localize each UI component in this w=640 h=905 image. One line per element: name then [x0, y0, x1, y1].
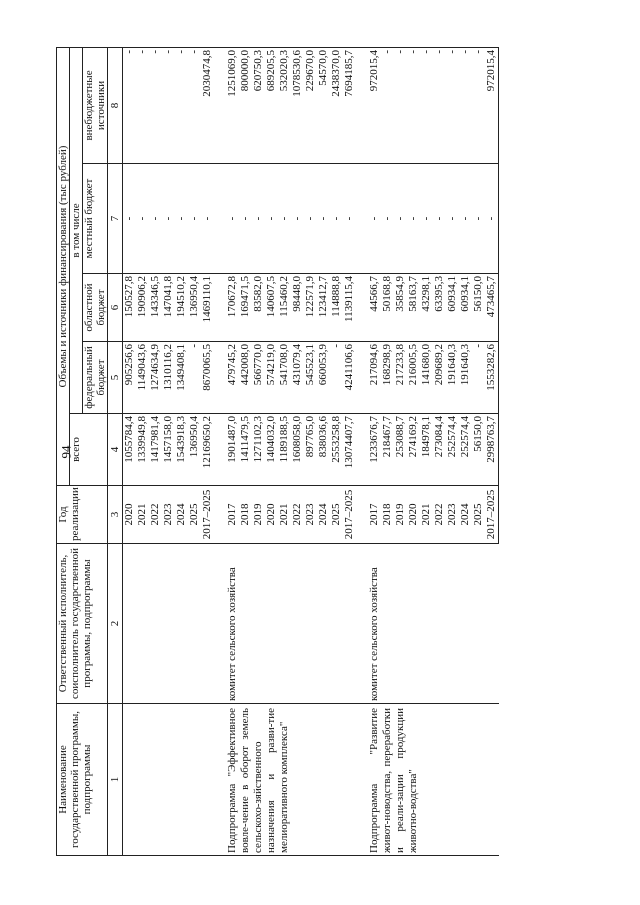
extra-cell: - [446, 47, 459, 163]
table-row [123, 47, 137, 855]
local-cell: - [201, 164, 214, 274]
total-cell: 12169650,2 [201, 414, 214, 486]
local-cell: - [162, 164, 175, 274]
local-cell: - [330, 164, 343, 274]
year-cell: 2017 [214, 486, 239, 544]
regional-cell: 147041,8 [162, 274, 175, 342]
program-name: Подпрограмма "Эффективное вовле-чение в оборот земель сельскохо-зяйственного назначения и разви-тие мелиоративного комплекса" [214, 704, 356, 856]
extra-cell: 229670,0 [304, 47, 317, 163]
table-row [214, 47, 239, 855]
total-cell: 1233676,7 [356, 414, 381, 486]
regional-cell: 170672,8 [214, 274, 239, 342]
federal-cell: 660053,9 [317, 342, 330, 414]
regional-cell: 143346,5 [149, 274, 162, 342]
local-cell: - [446, 164, 459, 274]
year-cell: 2021 [278, 486, 291, 544]
header-extra: внебюджетные источники [83, 47, 108, 163]
total-cell: 184978,1 [420, 414, 433, 486]
regional-cell: 83582,0 [252, 274, 265, 342]
regional-cell: 122571,9 [304, 274, 317, 342]
local-cell: - [149, 164, 162, 274]
extra-cell: - [472, 47, 485, 163]
year-cell: 2025 [330, 486, 343, 544]
total-cell: 1417981,4 [149, 414, 162, 486]
year-cell: 2020 [265, 486, 278, 544]
total-cell: 838036,6 [317, 414, 330, 486]
total-cell: 273084,4 [433, 414, 446, 486]
regional-cell: 169471,5 [239, 274, 252, 342]
total-cell: 253088,7 [394, 414, 407, 486]
total-cell: 252574,4 [459, 414, 472, 486]
local-cell: - [407, 164, 420, 274]
program-executor: комитет сельского хозяйства [214, 544, 356, 704]
extra-cell: - [433, 47, 446, 163]
total-cell: 897765,0 [304, 414, 317, 486]
extra-cell: 800000,0 [239, 47, 252, 163]
year-cell: 2021 [136, 486, 149, 544]
regional-cell: 1139115,4 [343, 274, 356, 342]
regional-cell: 115460,2 [278, 274, 291, 342]
total-cell: 218467,7 [381, 414, 394, 486]
total-cell: 1271102,3 [252, 414, 265, 486]
header-including: в том числе [70, 47, 83, 413]
extra-cell: 972015,4 [485, 47, 499, 163]
extra-cell: - [420, 47, 433, 163]
col-number: 8 [108, 47, 123, 163]
local-cell: - [356, 164, 381, 274]
regional-cell: 44566,7 [356, 274, 381, 342]
year-cell: 2024 [459, 486, 472, 544]
local-cell: - [214, 164, 239, 274]
program-executor [123, 544, 215, 704]
local-cell: - [239, 164, 252, 274]
federal-cell: 191640,3 [459, 342, 472, 414]
regional-cell: 473465,7 [485, 274, 499, 342]
federal-cell: 566770,0 [252, 342, 265, 414]
federal-cell: 1553282,6 [485, 342, 499, 414]
local-cell: - [381, 164, 394, 274]
local-cell: - [136, 164, 149, 274]
local-cell: - [278, 164, 291, 274]
col-number: 7 [108, 164, 123, 274]
federal-cell: 905256,6 [123, 342, 137, 414]
federal-cell: 191640,3 [446, 342, 459, 414]
header-total: всего [70, 414, 108, 486]
regional-cell: 140607,5 [265, 274, 278, 342]
extra-cell: - [381, 47, 394, 163]
total-cell: 13074407,7 [343, 414, 356, 486]
federal-cell: 8670065,5 [201, 342, 214, 414]
total-cell: 1457158,0 [162, 414, 175, 486]
total-cell: 1411479,5 [239, 414, 252, 486]
local-cell: - [265, 164, 278, 274]
total-cell: 1608058,0 [291, 414, 304, 486]
federal-cell: - [330, 342, 343, 414]
federal-cell: 431079,4 [291, 342, 304, 414]
local-cell: - [472, 164, 485, 274]
regional-cell: 60934,1 [446, 274, 459, 342]
col-number: 6 [108, 274, 123, 342]
extra-cell: 1251069,0 [214, 47, 239, 163]
year-cell: 2025 [188, 486, 201, 544]
extra-cell: - [149, 47, 162, 163]
header-local: местный бюджет [83, 164, 108, 274]
federal-cell: 209689,2 [433, 342, 446, 414]
total-cell: 56150,0 [472, 414, 485, 486]
total-cell: 2553258,8 [330, 414, 343, 486]
extra-cell: - [123, 47, 137, 163]
extra-cell: - [394, 47, 407, 163]
col-number: 1 [108, 704, 123, 856]
header-executor: Ответственный исполнитель, соисполнитель государственной программы, подпрограммы [57, 544, 108, 704]
federal-cell: 141680,0 [420, 342, 433, 414]
page-number: 94 [58, 445, 74, 459]
federal-cell: - [472, 342, 485, 414]
total-cell: 274169,2 [407, 414, 420, 486]
year-cell: 2019 [252, 486, 265, 544]
year-cell: 2017 [356, 486, 381, 544]
year-cell: 2022 [291, 486, 304, 544]
header-federal: федеральный бюджет [83, 342, 108, 414]
program-name: Подпрограмма "Развитие живот-новодства, переработки и реали-зации продукции животно-водства" [356, 704, 499, 856]
local-cell: - [343, 164, 356, 274]
total-cell: 136950,4 [188, 414, 201, 486]
regional-cell: 43298,1 [420, 274, 433, 342]
extra-cell: 689205,5 [265, 47, 278, 163]
year-cell: 2018 [381, 486, 394, 544]
regional-cell: 114888,8 [330, 274, 343, 342]
extra-cell: 2030474,8 [201, 47, 214, 163]
regional-cell: 136950,4 [188, 274, 201, 342]
total-cell: 1189188,5 [278, 414, 291, 486]
local-cell: - [433, 164, 446, 274]
extra-cell: 1078530,6 [291, 47, 304, 163]
federal-cell: 541708,0 [278, 342, 291, 414]
federal-cell: 545523,1 [304, 342, 317, 414]
funding-table [56, 47, 499, 856]
local-cell: - [485, 164, 499, 274]
extra-cell: 7694185,7 [343, 47, 356, 163]
total-cell: 1404032,0 [265, 414, 278, 486]
col-number: 3 [108, 486, 123, 544]
federal-cell: - [188, 342, 201, 414]
year-cell: 2018 [239, 486, 252, 544]
total-cell: 1339949,8 [136, 414, 149, 486]
year-cell: 2022 [149, 486, 162, 544]
regional-cell: 123412,7 [317, 274, 330, 342]
extra-cell: - [162, 47, 175, 163]
federal-cell: 1149043,6 [136, 342, 149, 414]
program-name [123, 704, 215, 856]
extra-cell: - [459, 47, 472, 163]
year-cell: 2023 [446, 486, 459, 544]
col-number: 5 [108, 342, 123, 414]
extra-cell: - [407, 47, 420, 163]
local-cell: - [317, 164, 330, 274]
federal-cell: 217094,6 [356, 342, 381, 414]
year-cell: 2025 [472, 486, 485, 544]
federal-cell: 216005,5 [407, 342, 420, 414]
total-cell: 252574,4 [446, 414, 459, 486]
header-funding-group: Объемы и источники финансирования (тыс рублей) [57, 47, 70, 485]
local-cell: - [291, 164, 304, 274]
total-cell: 1543918,3 [175, 414, 188, 486]
extra-cell: 532020,3 [278, 47, 291, 163]
extra-cell: 972015,4 [356, 47, 381, 163]
year-cell: 2023 [162, 486, 175, 544]
local-cell: - [394, 164, 407, 274]
regional-cell: 98448,0 [291, 274, 304, 342]
extra-cell: 620750,3 [252, 47, 265, 163]
total-cell: 1901487,0 [214, 414, 239, 486]
year-cell: 2022 [433, 486, 446, 544]
federal-cell: 1274634,9 [149, 342, 162, 414]
federal-cell: 442008,0 [239, 342, 252, 414]
col-number: 4 [108, 414, 123, 486]
regional-cell: 190906,2 [136, 274, 149, 342]
year-cell: 2021 [420, 486, 433, 544]
federal-cell: 217233,8 [394, 342, 407, 414]
regional-cell: 58163,7 [407, 274, 420, 342]
local-cell: - [123, 164, 137, 274]
year-cell: 2024 [175, 486, 188, 544]
year-cell: 2020 [407, 486, 420, 544]
extra-cell: 2438370,0 [330, 47, 343, 163]
extra-cell: - [175, 47, 188, 163]
extra-cell: - [188, 47, 201, 163]
regional-cell: 1469110,1 [201, 274, 214, 342]
federal-cell: 4241106,6 [343, 342, 356, 414]
federal-cell: 1310116,2 [162, 342, 175, 414]
header-regional: областной бюджет [83, 274, 108, 342]
program-executor: комитет сельского хозяйства [356, 544, 499, 704]
table-body [123, 47, 499, 855]
regional-cell: 150527,8 [123, 274, 137, 342]
year-cell: 2020 [123, 486, 137, 544]
federal-cell: 574219,0 [265, 342, 278, 414]
regional-cell: 50168,8 [381, 274, 394, 342]
local-cell: - [252, 164, 265, 274]
year-cell: 2023 [304, 486, 317, 544]
regional-cell: 63395,3 [433, 274, 446, 342]
rotated-table-container [56, 48, 584, 856]
regional-cell: 35854,9 [394, 274, 407, 342]
regional-cell: 194510,2 [175, 274, 188, 342]
year-cell: 2024 [317, 486, 330, 544]
year-cell: 2017–2025 [485, 486, 499, 544]
local-cell: - [188, 164, 201, 274]
table-row [356, 47, 381, 855]
local-cell: - [420, 164, 433, 274]
total-cell: 1055784,4 [123, 414, 137, 486]
year-cell: 2017–2025 [201, 486, 214, 544]
federal-cell: 1349408,1 [175, 342, 188, 414]
local-cell: - [304, 164, 317, 274]
local-cell: - [459, 164, 472, 274]
extra-cell: - [136, 47, 149, 163]
federal-cell: 168298,9 [381, 342, 394, 414]
federal-cell: 479745,2 [214, 342, 239, 414]
regional-cell: 56150,0 [472, 274, 485, 342]
col-number: 2 [108, 544, 123, 704]
extra-cell: 54570,0 [317, 47, 330, 163]
total-cell: 2998763,7 [485, 414, 499, 486]
year-cell: 2017–2025 [343, 486, 356, 544]
header-year: Год реализации [57, 486, 108, 544]
local-cell: - [175, 164, 188, 274]
header-name: Наименование государственной программы, подпрограммы [57, 704, 108, 856]
year-cell: 2019 [394, 486, 407, 544]
regional-cell: 60934,1 [459, 274, 472, 342]
